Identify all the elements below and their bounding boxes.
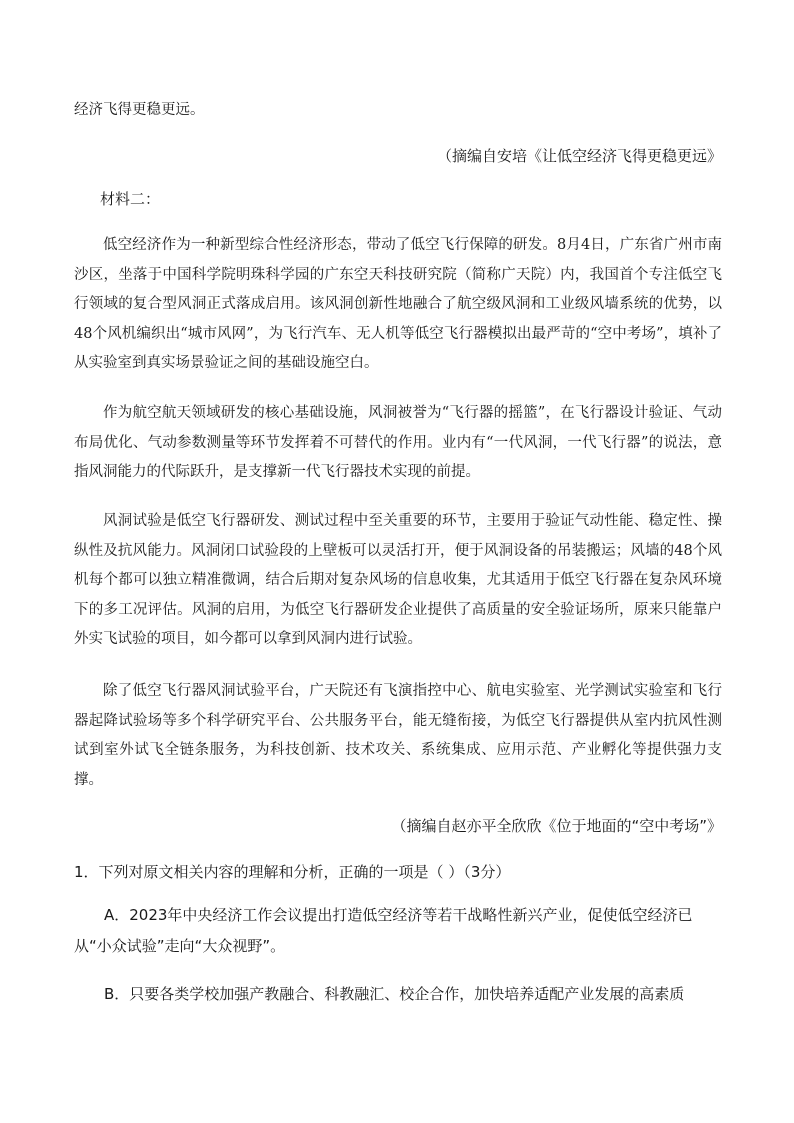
material-two-paragraph-4: 除了低空飞行器风洞试验平台，广天院还有飞演指控中心、航电实验室、光学测试实验室和飞行器起降试验场等多个科学研究平台、公共服务平台，能无缝衔接，为低空飞行器提供从室内抗风性测试到室外试飞全链条服务，为科技创新、技术攻关、系统集成、应用示范、产业孵化等提供强力支撑。 bbox=[74, 683, 722, 788]
material-two-source: （摘编自赵亦平全欣欣《位于地面的“空中考场”》 bbox=[391, 817, 722, 835]
question-1-option-b: B．只要各类学校加强产教融合、科教融汇、校企合作，加快培养适配产业发展的高素质 bbox=[104, 985, 685, 1003]
material-two-paragraph-2: 作为航空航天领域研发的核心基础设施，风洞被誉为“飞行器的摇篮”，在飞行器设计验证、气动布局优化、气动参数测量等环节发挥着不可替代的作用。业内有“一代风洞，一代飞行器”的说法，意指风洞能力的代际跃升，是支撑新一代飞行器技术实现的前提。 bbox=[74, 405, 722, 480]
material-one-source: （摘编自安培《让低空经济飞得更稳更远》 bbox=[436, 147, 722, 165]
material-two-paragraph-1: 低空经济作为一种新型综合性经济形态，带动了低空飞行保障的研发。8月4日，广东省广州市南沙区，坐落于中国科学院明珠科学园的广东空天科技研究院（简称广天院）内，我国首个专注低空飞行领域的复合型风洞正式落成启用。该风洞创新性地融合了航空级风洞和工业级风墙系统的优势，以48个风机编织出“城市风网”，为飞行汽车、无人机等低空飞行器模拟出最严苛的“空中考场”，填补了从实验室到真实场景验证之间的基础设施空白。 bbox=[74, 237, 722, 371]
material-two-paragraph-3: 风洞试验是低空飞行器研发、测试过程中至关重要的环节，主要用于验证气动性能、稳定性、操纵性及抗风能力。风洞闭口试验段的上壁板可以灵活打开，便于风洞设备的吊装搬运；风墙的48个风机每个都可以独立精准微调，结合后期对复杂风场的信息收集，尤其适用于低空飞行器在复杂风环境下的多工况评估。风洞的启用，为低空飞行器研发企业提供了高质量的安全验证场所，原来只能靠户外实飞试验的项目，如今都可以拿到风洞内进行试验。 bbox=[74, 513, 722, 647]
question-1-stem: 1．下列对原文相关内容的理解和分析，正确的一项是（ ）（3分） bbox=[74, 863, 511, 881]
question-1-option-a: A．2023年中央经济工作会议提出打造低空经济等若干战略性新兴产业，促使低空经济已从“小众试验”走向“大众视野”。 bbox=[74, 906, 693, 955]
material-one-tail-line: 经济飞得更稳更远。 bbox=[74, 102, 205, 118]
material-two-label: 材料二： bbox=[100, 190, 161, 208]
